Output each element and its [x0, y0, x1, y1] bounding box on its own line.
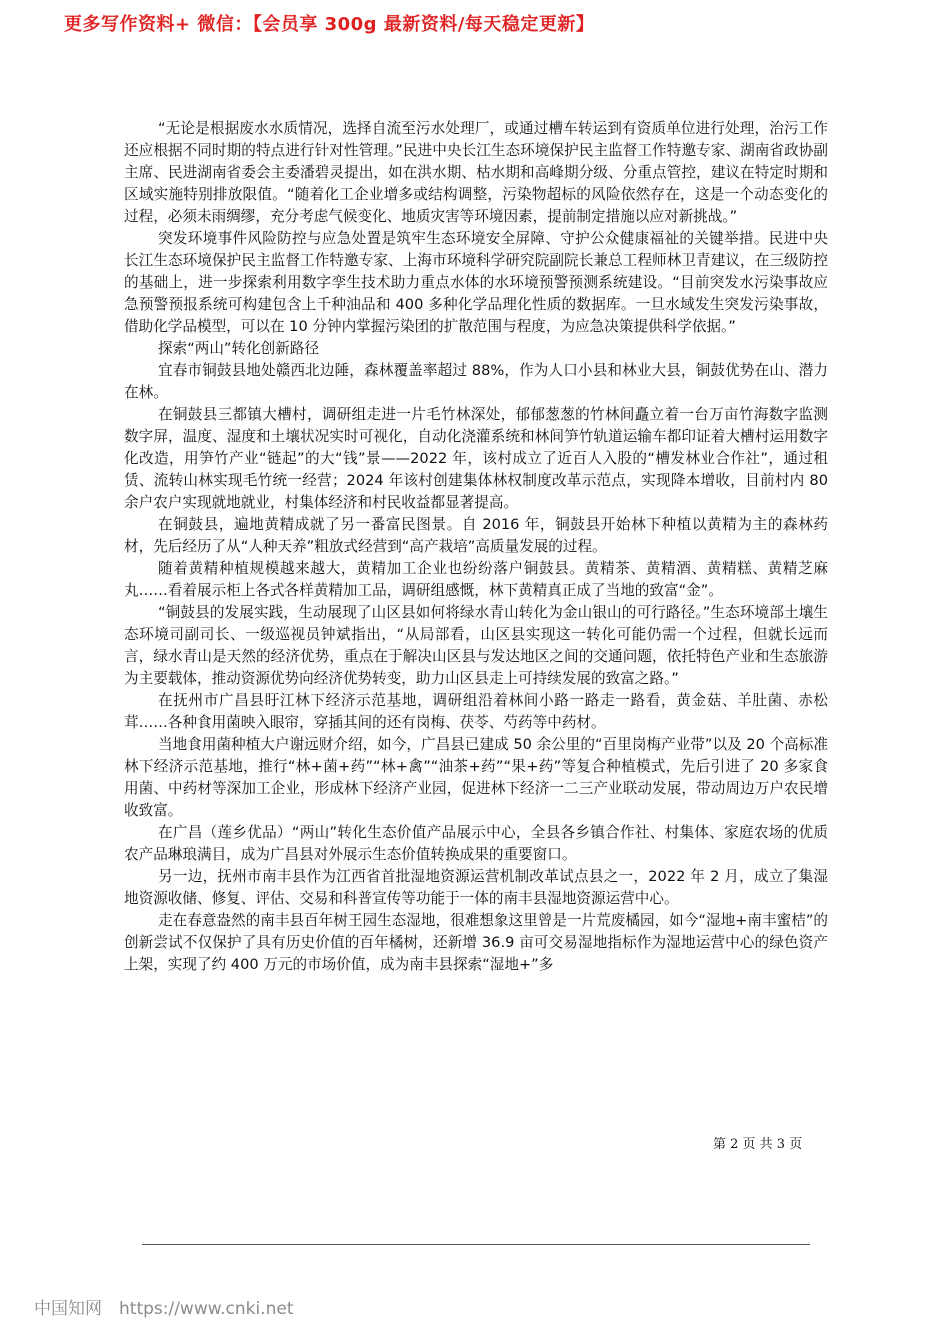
article-paragraph: 在广昌（莲乡优品）“两山”转化生态价值产品展示中心，全县各乡镇合作社、村集体、家庭农场的优质农产品琳琅满目，成为广昌县对外展示生态价值转换成果的重要窗口。: [124, 824, 828, 863]
article-paragraph: 随着黄精种植规模越来越大，黄精加工企业也纷纷落户铜鼓县。黄精茶、黄精酒、黄精糕、黄精芝麻丸……看着展示柜上各式各样黄精加工品，调研组感慨，林下黄精真正成了当地的致富“金”。: [124, 560, 828, 599]
article-paragraph: 当地食用菌种植大户谢远财介绍，如今，广昌县已建成 50 余公里的“百里岗梅产业带”以及 20 个高标准林下经济示范基地，推行“林+菌+药”“林+禽”“油茶+药”“果+药”等复合种植模式，先后引进了 20 多家食用菌、中药材等深加工企业，形成林下经济产业园，促进林下经济一二三产业联动发展，带动周边万户农民增收致富。: [124, 736, 828, 819]
article-paragraph: 另一边，抚州市南丰县作为江西省首批湿地资源运营机制改革试点县之一，2022 年 2 月，成立了集湿地资源收储、修复、评估、交易和科普宣传等功能于一体的南丰县湿地资源运营中心。: [124, 868, 828, 907]
article-paragraph: “无论是根据废水水质情况，选择自流至污水处理厂，或通过槽车转运到有资质单位进行处理，治污工作还应根据不同时期的特点进行针对性管理。”民进中央长江生态环境保护民主监督工作特邀专家、湖南省政协副主席、民进湖南省委会主委潘碧灵提出，如在洪水期、枯水期和高峰期分级、分重点管控，建议在特定时期和区域实施特别排放限值。“随着化工企业增多或结构调整，污染物超标的风险依然存在，这是一个动态变化的过程，必须未雨绸缪，充分考虑气候变化、地质灾害等环境因素，提前制定措施以应对新挑战。”: [124, 120, 828, 225]
page-number: 第 2 页 共 3 页: [713, 1137, 803, 1152]
article-paragraph: 走在春意盎然的南丰县百年树王园生态湿地，很难想象这里曾是一片荒废橘园，如今“湿地+南丰蜜桔”的创新尝试不仅保护了具有历史价值的百年橘树，还新增 36.9 亩可交易湿地指标作为湿地运营中心的绿色资产上架，实现了约 400 万元的市场价值，成为南丰县探索“湿地+”多: [124, 912, 828, 973]
section-heading: 探索“两山”转化创新路径: [158, 340, 320, 357]
article-paragraph: “铜鼓县的发展实践，生动展现了山区县如何将绿水青山转化为金山银山的可行路径。”生态环境部土壤生态环境司副司长、一级巡视员钟斌指出，“从局部看，山区县实现这一转化可能仍需一个过程，但就长远而言，绿水青山是天然的经济优势，重点在于解决山区县与发达地区之间的交通问题，依托特色产业和生态旅游为主要载体，推动资源优势向经济优势转变，助力山区县走上可持续发展的致富之路。”: [124, 604, 828, 687]
promo-banner: 更多写作资料+ 微信：【会员享 300g 最新资料/每天稳定更新】: [64, 14, 595, 35]
article-paragraph: 突发环境事件风险防控与应急处置是筑牢生态环境安全屏障、守护公众健康福祉的关键举措。民进中央长江生态环境保护民主监督工作特邀专家、上海市环境科学研究院副院长兼总工程师林卫青建议，在三级防控的基础上，进一步探索利用数字孪生技术助力重点水体的水环境预警预测系统建设。“目前突发水污染事故应急预警预报系统可构建包含上千种油品和 400 多种化学品理化性质的数据库。一旦水域发生突发污染事故，借助化学品模型，可以在 10 分钟内掌握污染团的扩散范围与程度，为应急决策提供科学依据。”: [124, 230, 828, 335]
site-watermark: 中国知网 https://www.cnki.net: [34, 1299, 294, 1319]
article-paragraph: 在铜鼓县，遍地黄精成就了另一番富民图景。自 2016 年，铜鼓县开始林下种植以黄精为主的森林药材，先后经历了从“人种天养”粗放式经营到“高产栽培”高质量发展的过程。: [124, 516, 828, 555]
article-paragraph: 宜春市铜鼓县地处赣西北边陲，森林覆盖率超过 88%，作为人口小县和林业大县，铜鼓优势在山、潜力在林。: [124, 362, 828, 401]
article-paragraph: 在抚州市广昌县盱江林下经济示范基地，调研组沿着林间小路一路走一路看，黄金菇、羊肚菌、赤松茸……各种食用菌映入眼帘，穿插其间的还有岗梅、茯苓、芍药等中药材。: [124, 692, 828, 731]
article-body: [124, 118, 828, 976]
footer-divider: [142, 1244, 810, 1245]
article-paragraph: 在铜鼓县三都镇大槽村，调研组走进一片毛竹林深处，郁郁葱葱的竹林间矗立着一台万亩竹海数字监测数字屏，温度、湿度和土壤状况实时可视化，自动化浇灌系统和林间笋竹轨道运输车都印证着大槽村运用数字化改造，用笋竹产业“链起”的大“钱”景——2022 年，该村成立了近百人入股的“槽发林业合作社”，通过租赁、流转山林实现毛竹统一经营；2024 年该村创建集体林权制度改革示范点，实现降本增收，目前村内 80 余户农户实现就地就业，村集体经济和村民收益都显著提高。: [124, 406, 828, 511]
